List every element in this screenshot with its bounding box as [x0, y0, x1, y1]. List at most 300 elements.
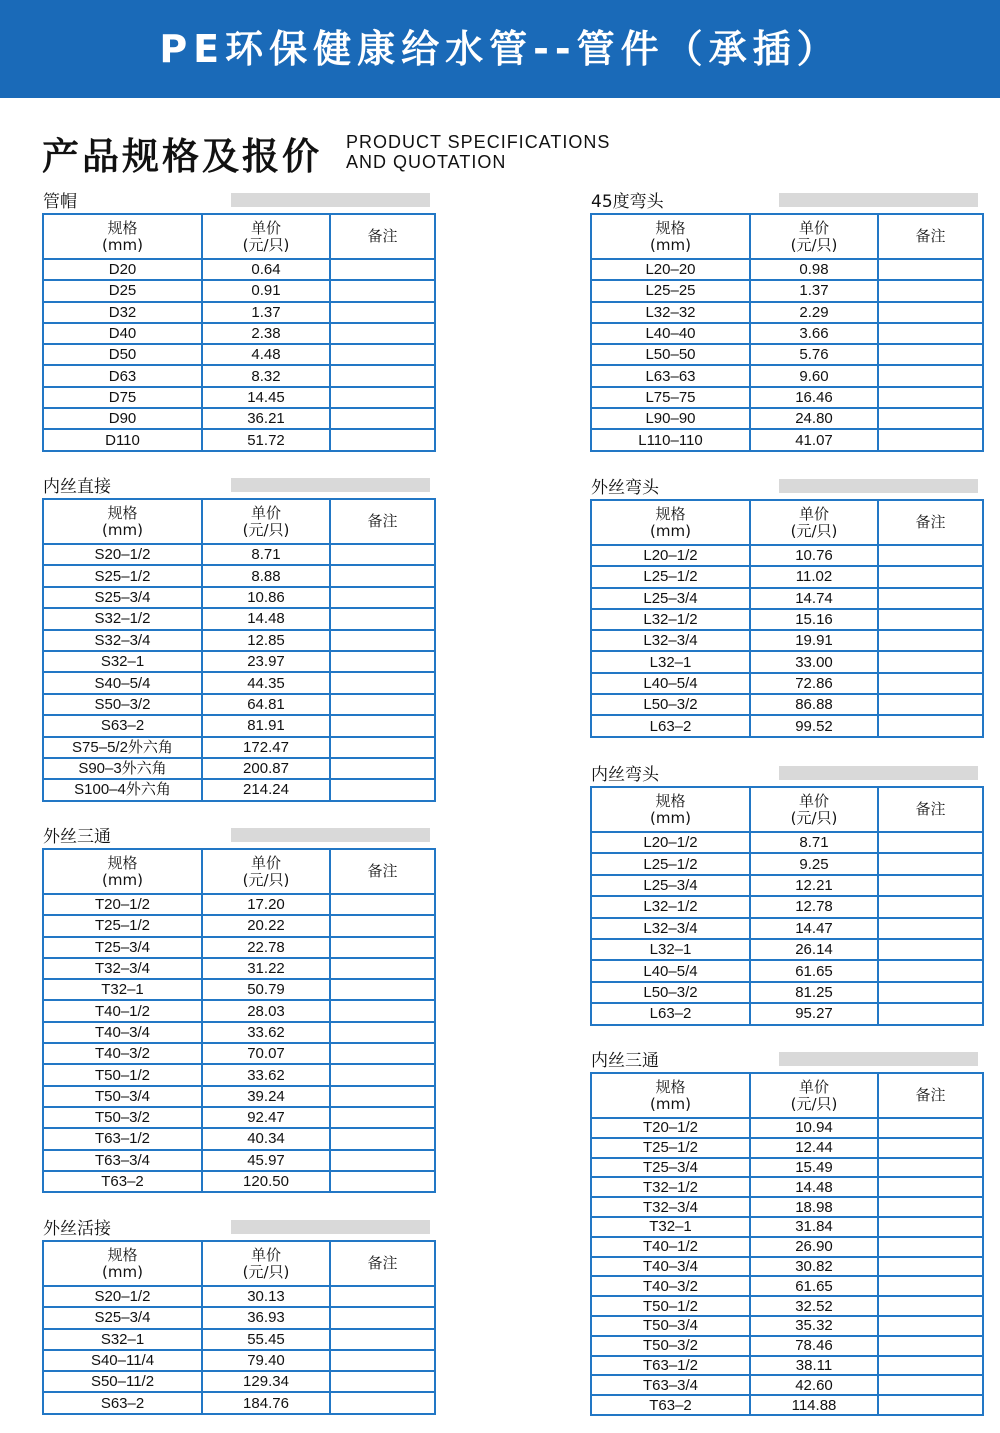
cell-spec: S63–2: [43, 1392, 202, 1413]
cell-price: 1.37: [750, 280, 878, 301]
cell-spec: S75–5/2外六角: [43, 737, 202, 758]
cell-price: 10.86: [202, 587, 330, 608]
cell-price: 3.66: [750, 323, 878, 344]
cell-price: 40.34: [202, 1128, 330, 1149]
cell-note: [878, 832, 983, 853]
table-row: [43, 958, 435, 979]
table-row: [43, 544, 435, 565]
section-title-bar: [231, 828, 430, 842]
table-row: [591, 694, 983, 715]
cell-price: 20.22: [202, 915, 330, 936]
header-price-label: 单价: [798, 504, 829, 523]
header-spec: [43, 499, 202, 544]
price-table: [42, 498, 436, 802]
table-row: [43, 715, 435, 736]
cell-price: 16.46: [750, 387, 878, 408]
table-row: [43, 1064, 435, 1085]
table-row: [591, 1158, 983, 1178]
header-spec-label: 规格: [107, 1245, 138, 1264]
table-row: [43, 915, 435, 936]
section-title-bar: [779, 479, 978, 493]
header-spec-label: 规格: [655, 791, 686, 810]
table-row: [43, 1128, 435, 1149]
cell-price: 86.88: [750, 694, 878, 715]
header-note: 备注: [878, 214, 983, 259]
header-price: [202, 1241, 330, 1286]
page-title: 产品规格及报价: [42, 135, 322, 178]
cell-spec: D50: [43, 344, 202, 365]
table-row: [591, 918, 983, 939]
cell-note: [330, 651, 435, 672]
cell-note: [878, 408, 983, 429]
table-row: [43, 694, 435, 715]
cell-note: [878, 982, 983, 1003]
section-title-bar: [231, 193, 430, 207]
table-row: [43, 259, 435, 280]
cell-spec: L20–20: [591, 259, 750, 280]
section-title-bar: [779, 766, 978, 780]
cell-spec: L32–3/4: [591, 630, 750, 651]
cell-price: 12.85: [202, 630, 330, 651]
cell-note: [878, 1395, 983, 1415]
header-price-label: 单价: [798, 791, 829, 810]
cell-spec: T25–3/4: [43, 937, 202, 958]
table-row: [591, 588, 983, 609]
section-title: 内丝直接: [43, 477, 111, 497]
cell-spec: T40–3/2: [43, 1043, 202, 1064]
table-row: [591, 832, 983, 853]
table-row: [591, 651, 983, 672]
table-row: [43, 1307, 435, 1328]
cell-note: [330, 429, 435, 450]
cell-note: [878, 545, 983, 566]
table-row: [43, 937, 435, 958]
cell-note: [330, 259, 435, 280]
cell-price: 15.16: [750, 609, 878, 630]
cell-price: 114.88: [750, 1395, 878, 1415]
table-row: [591, 896, 983, 917]
section-header: [590, 1050, 978, 1072]
cell-price: 10.94: [750, 1118, 878, 1138]
section-header: [590, 477, 978, 499]
price-table: [590, 499, 984, 738]
table-row: [591, 1237, 983, 1257]
cell-spec: L40–5/4: [591, 673, 750, 694]
table-header-row: [43, 849, 435, 894]
table-row: [591, 673, 983, 694]
header-price: [750, 500, 878, 545]
cell-note: [330, 1392, 435, 1413]
price-table: [590, 1072, 984, 1416]
cell-price: 12.78: [750, 896, 878, 917]
cell-note: [330, 587, 435, 608]
cell-price: 95.27: [750, 1003, 878, 1024]
cell-price: 0.64: [202, 259, 330, 280]
table-row: [591, 280, 983, 301]
header-spec-unit: (mm): [650, 235, 691, 254]
section-cap: [42, 191, 430, 452]
cell-price: 8.32: [202, 365, 330, 386]
table-header-row: [591, 787, 983, 832]
table-row: [43, 630, 435, 651]
table-row: [591, 408, 983, 429]
cell-spec: L40–40: [591, 323, 750, 344]
table-row: [591, 387, 983, 408]
cell-spec: T63–2: [43, 1171, 202, 1192]
table-row: [43, 1022, 435, 1043]
table-row: [591, 609, 983, 630]
cell-price: 9.25: [750, 853, 878, 874]
table-row: [591, 630, 983, 651]
cell-spec: S63–2: [43, 715, 202, 736]
header-note: 备注: [330, 1241, 435, 1286]
table-row: [591, 1217, 983, 1237]
table-row: [43, 779, 435, 800]
section-header: [42, 476, 430, 498]
table-row: [43, 365, 435, 386]
table-row: [43, 1392, 435, 1413]
cell-price: 33.62: [202, 1064, 330, 1085]
cell-note: [330, 1286, 435, 1307]
cell-price: 19.91: [750, 630, 878, 651]
cell-spec: L25–1/2: [591, 566, 750, 587]
table-row: [43, 1043, 435, 1064]
cell-note: [878, 1237, 983, 1257]
cell-price: 81.91: [202, 715, 330, 736]
cell-price: 79.40: [202, 1350, 330, 1371]
price-table: [590, 213, 984, 452]
cell-note: [878, 1217, 983, 1237]
cell-spec: T32–1: [591, 1217, 750, 1237]
cell-spec: S32–1: [43, 1329, 202, 1350]
table-row: [43, 758, 435, 779]
price-table: [590, 786, 984, 1026]
cell-note: [878, 853, 983, 874]
table-row: [43, 894, 435, 915]
table-row: [591, 1138, 983, 1158]
header-price-unit: (元/只): [242, 870, 290, 889]
section-title: 管帽: [43, 192, 77, 212]
cell-price: 172.47: [202, 737, 330, 758]
header-price: [750, 1073, 878, 1118]
header-spec-unit: (mm): [102, 235, 143, 254]
header-price-label: 单价: [250, 218, 281, 237]
header-price-label: 单价: [798, 1077, 829, 1096]
price-table: [42, 1240, 436, 1415]
cell-note: [330, 630, 435, 651]
cell-spec: D90: [43, 408, 202, 429]
cell-note: [330, 387, 435, 408]
cell-note: [878, 715, 983, 736]
cell-note: [878, 875, 983, 896]
cell-spec: L32–1: [591, 939, 750, 960]
header-spec-unit: (mm): [650, 521, 691, 540]
cell-price: 14.47: [750, 918, 878, 939]
cell-note: [878, 939, 983, 960]
table-row: [43, 979, 435, 1000]
section-title-bar: [231, 478, 430, 492]
cell-note: [878, 1197, 983, 1217]
table-row: [591, 960, 983, 981]
cell-note: [330, 715, 435, 736]
cell-price: 41.07: [750, 429, 878, 450]
cell-spec: T20–1/2: [591, 1118, 750, 1138]
cell-spec: D63: [43, 365, 202, 386]
cell-note: [330, 608, 435, 629]
cell-note: [330, 544, 435, 565]
cell-spec: L110–110: [591, 429, 750, 450]
table-row: [591, 259, 983, 280]
cell-note: [878, 630, 983, 651]
header-price: [202, 214, 330, 259]
table-header-row: [591, 500, 983, 545]
cell-price: 214.24: [202, 779, 330, 800]
cell-note: [878, 1257, 983, 1277]
cell-note: [878, 694, 983, 715]
cell-note: [330, 958, 435, 979]
header-spec-label: 规格: [107, 218, 138, 237]
section-title-bar: [779, 193, 978, 207]
cell-note: [330, 323, 435, 344]
cell-spec: T32–3/4: [43, 958, 202, 979]
cell-spec: L25–3/4: [591, 588, 750, 609]
header-note: 备注: [330, 849, 435, 894]
table-row: [591, 1118, 983, 1138]
table-row: [43, 387, 435, 408]
header-spec: [591, 214, 750, 259]
cell-note: [878, 365, 983, 386]
header-spec: [43, 214, 202, 259]
cell-spec: L50–50: [591, 344, 750, 365]
table-row: [591, 1197, 983, 1217]
header-note: 备注: [878, 787, 983, 832]
header-price-label: 单价: [250, 503, 281, 522]
header-spec-unit: (mm): [102, 870, 143, 889]
table-row: [591, 365, 983, 386]
cell-spec: T25–1/2: [591, 1138, 750, 1158]
cell-note: [330, 1171, 435, 1192]
header-price-label: 单价: [250, 1245, 281, 1264]
cell-price: 30.13: [202, 1286, 330, 1307]
cell-note: [878, 1296, 983, 1316]
cell-spec: L50–3/2: [591, 982, 750, 1003]
cell-note: [878, 344, 983, 365]
cell-price: 0.98: [750, 259, 878, 280]
cell-note: [878, 566, 983, 587]
table-row: [591, 1276, 983, 1296]
cell-note: [330, 758, 435, 779]
cell-note: [330, 1086, 435, 1107]
cell-price: 184.76: [202, 1392, 330, 1413]
cell-spec: T63–3/4: [43, 1150, 202, 1171]
cell-note: [878, 280, 983, 301]
cell-spec: T63–2: [591, 1395, 750, 1415]
cell-price: 2.29: [750, 302, 878, 323]
cell-spec: T63–1/2: [43, 1128, 202, 1149]
cell-note: [878, 1276, 983, 1296]
cell-spec: S50–11/2: [43, 1371, 202, 1392]
cell-note: [330, 694, 435, 715]
cell-note: [878, 609, 983, 630]
section-title: 外丝弯头: [591, 478, 659, 498]
cell-price: 38.11: [750, 1356, 878, 1376]
cell-spec: L32–1: [591, 651, 750, 672]
cell-price: 14.45: [202, 387, 330, 408]
table-header-row: [591, 1073, 983, 1118]
cell-spec: L32–1/2: [591, 609, 750, 630]
cell-note: [330, 1043, 435, 1064]
cell-note: [878, 1177, 983, 1197]
cell-price: 120.50: [202, 1171, 330, 1192]
section-title: 内丝弯头: [591, 765, 659, 785]
cell-spec: S25–3/4: [43, 1307, 202, 1328]
header-price: [202, 849, 330, 894]
cell-note: [330, 1128, 435, 1149]
cell-price: 26.14: [750, 939, 878, 960]
cell-spec: L20–1/2: [591, 832, 750, 853]
cell-spec: S32–1: [43, 651, 202, 672]
cell-price: 36.93: [202, 1307, 330, 1328]
cell-spec: L32–3/4: [591, 918, 750, 939]
cell-price: 50.79: [202, 979, 330, 1000]
cell-price: 2.38: [202, 323, 330, 344]
cell-note: [878, 1158, 983, 1178]
cell-spec: L32–32: [591, 302, 750, 323]
cell-price: 8.88: [202, 565, 330, 586]
cell-spec: L40–5/4: [591, 960, 750, 981]
table-row: [591, 1003, 983, 1024]
table-row: [591, 982, 983, 1003]
cell-note: [878, 651, 983, 672]
cell-spec: T63–1/2: [591, 1356, 750, 1376]
cell-spec: L63–2: [591, 715, 750, 736]
section-male-elbow: [590, 477, 978, 738]
table-row: [43, 1000, 435, 1021]
header-spec-unit: (mm): [650, 1094, 691, 1113]
section-title-bar: [231, 1220, 430, 1234]
cell-note: [878, 1138, 983, 1158]
section-header: [590, 191, 978, 213]
cell-spec: T40–1/2: [43, 1000, 202, 1021]
table-row: [43, 408, 435, 429]
section-elbow45: [590, 191, 978, 452]
cell-note: [878, 323, 983, 344]
cell-spec: T32–3/4: [591, 1197, 750, 1217]
table-header-row: [591, 214, 983, 259]
cell-note: [330, 737, 435, 758]
table-row: [591, 344, 983, 365]
cell-spec: L50–3/2: [591, 694, 750, 715]
cell-spec: L63–63: [591, 365, 750, 386]
table-row: [591, 1336, 983, 1356]
header-price-unit: (元/只): [242, 1262, 290, 1281]
cell-price: 11.02: [750, 566, 878, 587]
cell-spec: D110: [43, 429, 202, 450]
cell-price: 200.87: [202, 758, 330, 779]
table-row: [43, 429, 435, 450]
table-row: [591, 429, 983, 450]
cell-price: 44.35: [202, 672, 330, 693]
cell-price: 28.03: [202, 1000, 330, 1021]
header-spec: [43, 1241, 202, 1286]
header-note: 备注: [330, 499, 435, 544]
cell-note: [330, 1000, 435, 1021]
cell-price: 61.65: [750, 960, 878, 981]
cell-spec: D20: [43, 259, 202, 280]
cell-spec: T50–1/2: [43, 1064, 202, 1085]
cell-spec: T40–1/2: [591, 1237, 750, 1257]
cell-note: [878, 960, 983, 981]
table-row: [43, 1107, 435, 1128]
section-male-union: [42, 1218, 430, 1415]
header-note: 备注: [878, 1073, 983, 1118]
cell-price: 33.62: [202, 1022, 330, 1043]
cell-spec: D25: [43, 280, 202, 301]
cell-note: [330, 1107, 435, 1128]
section-header: [590, 764, 978, 786]
cell-note: [878, 588, 983, 609]
cell-price: 17.20: [202, 894, 330, 915]
cell-spec: D40: [43, 323, 202, 344]
header-price-unit: (元/只): [790, 521, 838, 540]
section-title: 45度弯头: [591, 192, 664, 212]
table-row: [43, 587, 435, 608]
cell-price: 8.71: [202, 544, 330, 565]
table-row: [591, 1177, 983, 1197]
cell-spec: T50–3/4: [43, 1086, 202, 1107]
header-spec-label: 规格: [655, 504, 686, 523]
cell-note: [330, 915, 435, 936]
cell-note: [330, 937, 435, 958]
section-female-elbow: [590, 764, 978, 1026]
cell-price: 26.90: [750, 1237, 878, 1257]
section-male-tee: [42, 826, 430, 1193]
table-row: [43, 302, 435, 323]
cell-spec: T25–1/2: [43, 915, 202, 936]
table-header-row: [43, 214, 435, 259]
cell-price: 18.98: [750, 1197, 878, 1217]
cell-price: 39.24: [202, 1086, 330, 1107]
table-row: [591, 939, 983, 960]
section-female-straight: [42, 476, 430, 802]
header-price-label: 单价: [798, 218, 829, 237]
section-title: 外丝三通: [43, 827, 111, 847]
header-price-unit: (元/只): [242, 520, 290, 539]
cell-spec: T40–3/4: [591, 1257, 750, 1277]
cell-note: [878, 1375, 983, 1395]
cell-note: [330, 302, 435, 323]
cell-spec: D32: [43, 302, 202, 323]
cell-spec: L25–25: [591, 280, 750, 301]
price-table: [42, 213, 436, 452]
cell-price: 81.25: [750, 982, 878, 1003]
header-spec-unit: (mm): [102, 520, 143, 539]
cell-price: 14.74: [750, 588, 878, 609]
section-header: [42, 191, 430, 213]
cell-price: 22.78: [202, 937, 330, 958]
cell-spec: T40–3/2: [591, 1276, 750, 1296]
header-note: 备注: [330, 214, 435, 259]
header-price-unit: (元/只): [242, 235, 290, 254]
table-row: [43, 323, 435, 344]
cell-note: [878, 302, 983, 323]
cell-spec: T40–3/4: [43, 1022, 202, 1043]
table-row: [591, 1395, 983, 1415]
cell-spec: T50–3/2: [591, 1336, 750, 1356]
header-spec-label: 规格: [107, 853, 138, 872]
cell-spec: L63–2: [591, 1003, 750, 1024]
header-price-unit: (元/只): [790, 1094, 838, 1113]
